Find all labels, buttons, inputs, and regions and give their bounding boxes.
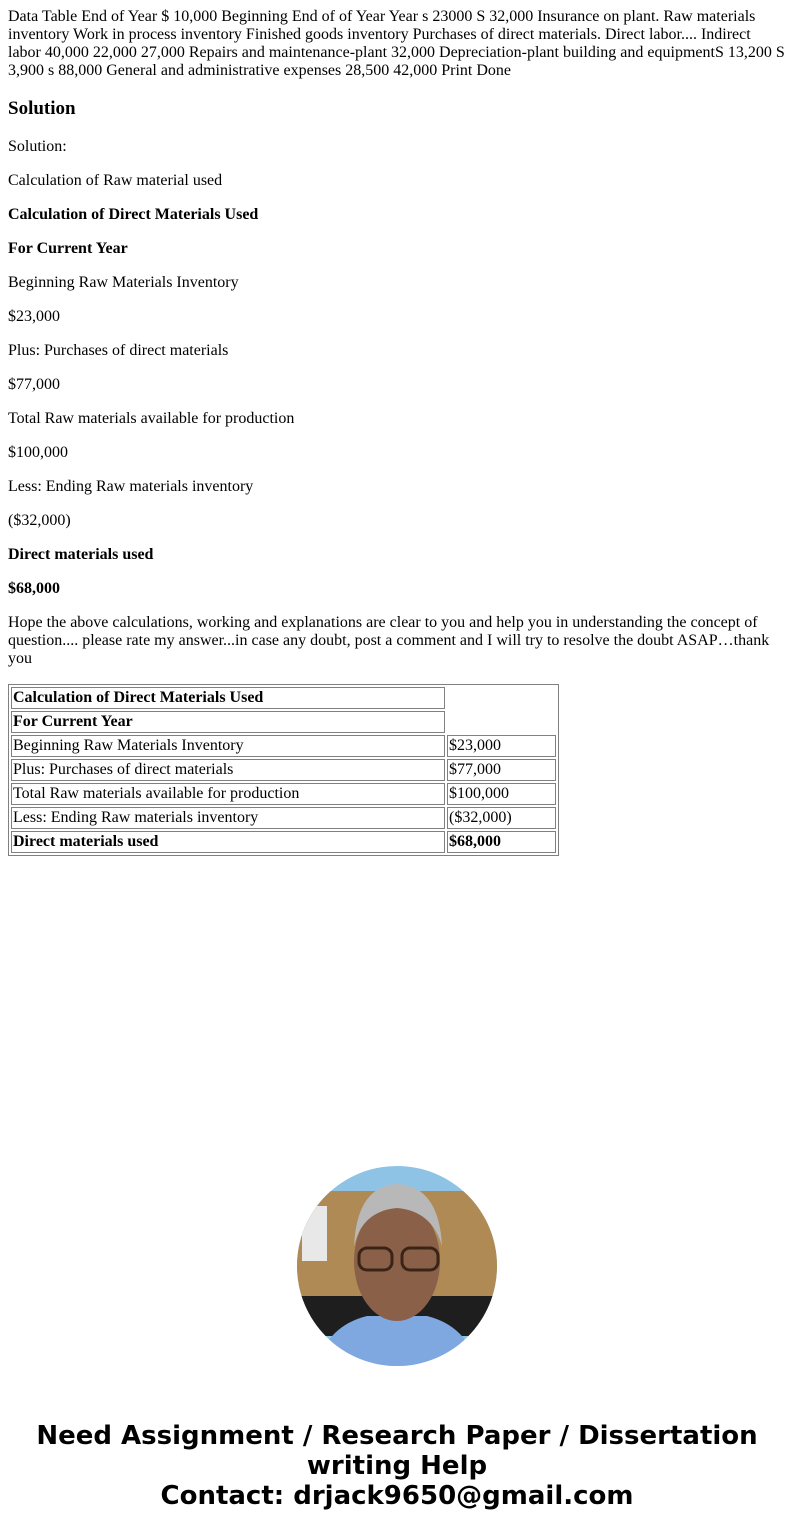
table-subtitle: For Current Year <box>11 711 445 733</box>
table-cell-label: Beginning Raw Materials Inventory <box>11 735 445 757</box>
table-cell-value: ($32,000) <box>447 807 556 829</box>
solution-line: $68,000 <box>8 580 60 597</box>
solution-line: Solution: <box>8 138 67 155</box>
solution-line: Direct materials used <box>8 546 154 563</box>
table-row <box>11 735 556 757</box>
table-cell-value: $68,000 <box>447 831 556 853</box>
solution-line: $77,000 <box>8 376 60 393</box>
question-text: Data Table End of Year $ 10,000 Beginning End of of Year Year s 23000 S 32,000 Insurance on plant. Raw materials inventory Work in process inventory Finished goods inventory Purchases of direct materials. Direct labor.... Indirect labor 40,000 22,000 27,000 Repairs and maintenance-plant 32,000 Depreciation-plant building and equipmentS 13,200 S 3,900 s 88,000 General and administrative expenses 28,500 42,000 Print Done <box>8 8 785 79</box>
table-cell-label: Less: Ending Raw materials inventory <box>11 807 445 829</box>
table-title: Calculation of Direct Materials Used <box>11 687 445 709</box>
solution-line: Beginning Raw Materials Inventory <box>8 274 239 291</box>
table-cell-value: $77,000 <box>447 759 556 781</box>
table-cell-value: $23,000 <box>447 735 556 757</box>
table-cell-label: Plus: Purchases of direct materials <box>11 759 445 781</box>
solution-line: Calculation of Raw material used <box>8 172 223 189</box>
closing-text: Hope the above calculations, working and explanations are clear to you and help you in understanding the concept of question.... please rate my answer...in case any doubt, post a comment and I will try to resolve the doubt ASAP…thank you <box>8 614 770 667</box>
solution-line: $100,000 <box>8 444 68 461</box>
footer-contact: Contact: drjack9650@gmail.com <box>160 1481 634 1511</box>
solution-line: Total Raw materials available for production <box>8 410 295 427</box>
solution-line: Calculation of Direct Materials Used <box>8 206 259 223</box>
table-row <box>11 783 556 805</box>
table-row <box>11 759 556 781</box>
solution-line: For Current Year <box>8 240 128 257</box>
table-row <box>11 807 556 829</box>
footer-banner <box>8 1421 786 1511</box>
author-photo <box>297 1166 497 1366</box>
solution-line: Less: Ending Raw materials inventory <box>8 478 254 495</box>
solution-heading: Solution <box>8 98 76 119</box>
table-cell-label: Direct materials used <box>11 831 445 853</box>
solution-line: ($32,000) <box>8 512 71 529</box>
table-cell-label: Total Raw materials available for production <box>11 783 445 805</box>
direct-materials-table <box>8 684 559 856</box>
solution-line: $23,000 <box>8 308 60 325</box>
table-row <box>11 687 556 709</box>
table-row <box>11 831 556 853</box>
footer-line-1: Need Assignment / Research Paper / Dissertation writing Help <box>36 1421 758 1481</box>
table-cell-value: $100,000 <box>447 783 556 805</box>
solution-lines <box>8 138 786 598</box>
solution-line: Plus: Purchases of direct materials <box>8 342 229 359</box>
